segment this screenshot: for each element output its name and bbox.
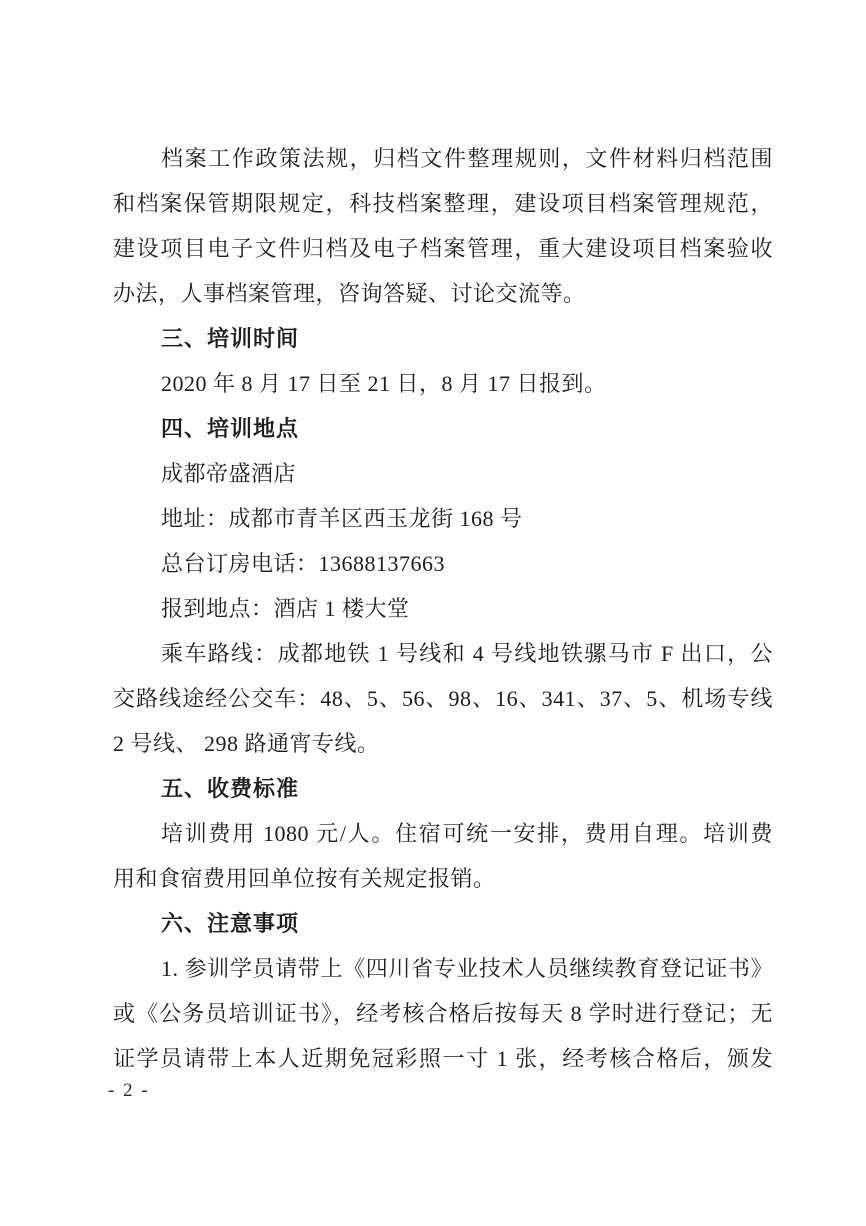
text-line: 建设项目电子文件归档及电子档案管理，重大建设项目档案验收 bbox=[113, 236, 773, 261]
section-heading: 六、注意事项 bbox=[161, 911, 300, 936]
text-line: 总台订房电话：13688137663 bbox=[161, 551, 446, 576]
text-line: 培训费用 1080 元/人。住宿可统一安排，费用自理。培训费 bbox=[161, 821, 773, 846]
text-line: 成都帝盛酒店 bbox=[161, 461, 297, 486]
page-number: - 2 - bbox=[108, 1080, 150, 1101]
text-line: 地址：成都市青羊区西玉龙街 168 号 bbox=[161, 506, 523, 531]
text-line: 1. 参训学员请带上《四川省专业技术人员继续教育登记证书》 bbox=[161, 956, 773, 981]
text-line: 办法，人事档案管理，咨询答疑、讨论交流等。 bbox=[113, 281, 586, 306]
section-heading: 四、培训地点 bbox=[161, 416, 300, 441]
text-line: 交路线途经公交车：48、5、56、98、16、341、37、5、机场专线 bbox=[113, 686, 773, 711]
text-line: 用和食宿费用回单位按有关规定报销。 bbox=[113, 866, 496, 891]
text-line: 报到地点：酒店 1 楼大堂 bbox=[161, 596, 410, 621]
text-line: 或《公务员培训证书》，经考核合格后按每天 8 学时进行登记；无 bbox=[113, 1001, 773, 1026]
text-line: 2 号线、 298 路通宵专线。 bbox=[113, 731, 380, 756]
text-line: 证学员请带上本人近期免冠彩照一寸 1 张，经考核合格后，颁发 bbox=[113, 1046, 773, 1071]
text-line: 和档案保管期限规定，科技档案整理，建设项目档案管理规范， bbox=[113, 191, 773, 216]
text-line: 档案工作政策法规，归档文件整理规则，文件材料归档范围 bbox=[161, 146, 773, 171]
text-line: 乘车路线：成都地铁 1 号线和 4 号线地铁骡马市 F 出口，公 bbox=[161, 641, 773, 666]
document-body bbox=[113, 136, 773, 1081]
text-line: 2020 年 8 月 17 日至 21 日，8 月 17 日报到。 bbox=[161, 371, 607, 396]
section-heading: 三、培训时间 bbox=[161, 326, 300, 351]
section-heading: 五、收费标准 bbox=[161, 776, 300, 801]
